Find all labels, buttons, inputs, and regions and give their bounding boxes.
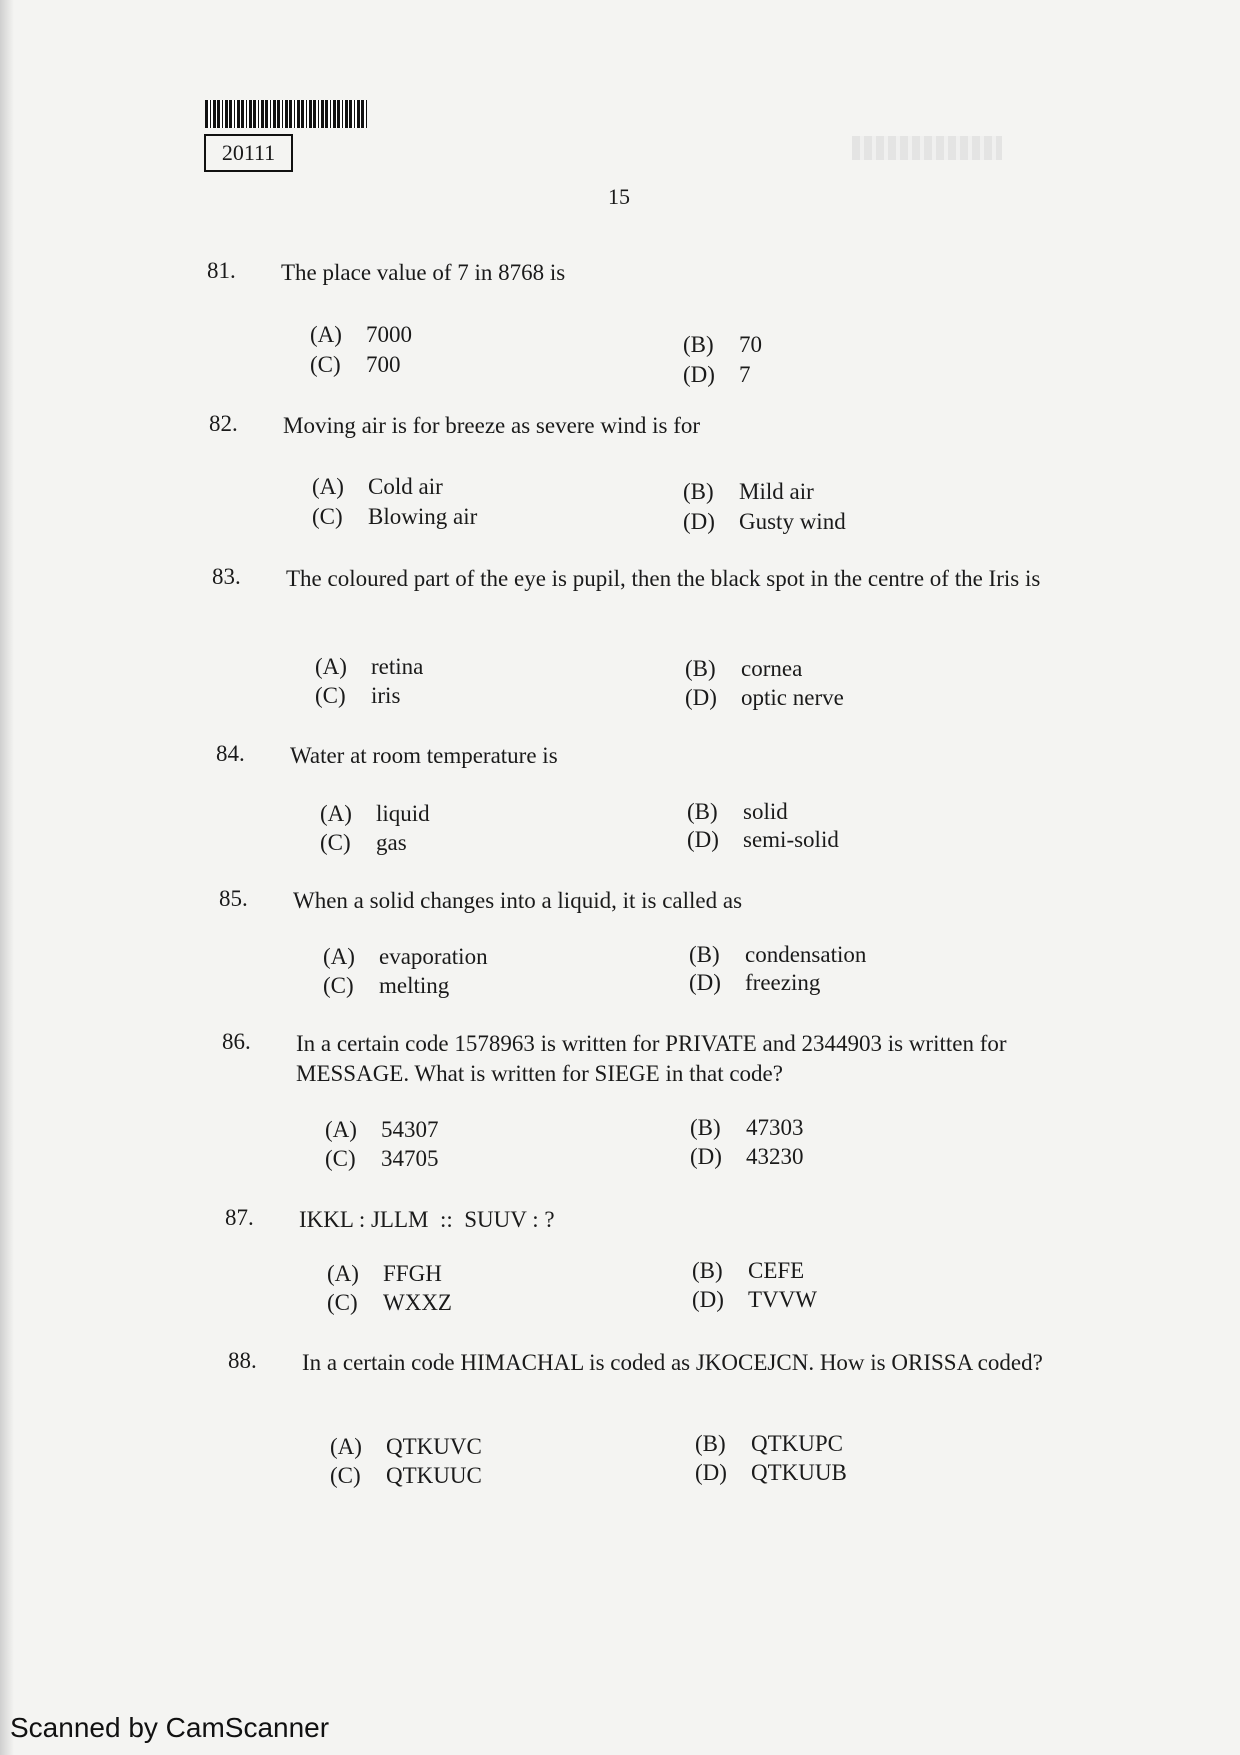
scanner-watermark: Scanned by CamScanner [10, 1712, 330, 1743]
option-c: (C) gas [320, 830, 407, 855]
option-a: (A) evaporation [323, 944, 488, 969]
option-c: (C) 34705 [325, 1146, 439, 1171]
question-number: 84. [216, 741, 245, 766]
question-number: 82. [209, 411, 238, 436]
option-a: (A) QTKUVC [330, 1434, 482, 1459]
option-a: (A) liquid [320, 801, 430, 826]
option-a: (A) FFGH [327, 1261, 442, 1286]
option-b: (B) 70 [683, 332, 762, 357]
question-stem: In a certain code HIMACHAL is coded as JKOCEJCN. How is ORISSA coded? [302, 1350, 1043, 1375]
question-number: 83. [212, 564, 241, 589]
option-d: (D) 43230 [690, 1144, 804, 1169]
option-d: (D) QTKUUB [695, 1460, 847, 1485]
barcode-image [205, 100, 367, 128]
question-number: 86. [222, 1029, 251, 1054]
option-c: (C) iris [315, 683, 401, 708]
question-stem: IKKL : JLLM :: SUUV : ? [299, 1207, 555, 1232]
option-b: (B) QTKUPC [695, 1431, 844, 1456]
option-d: (D) 7 [683, 362, 751, 387]
option-d: (D) optic nerve [685, 685, 844, 710]
option-a: (A) retina [315, 654, 424, 679]
option-a: (A) Cold air [312, 474, 443, 499]
option-b: (B) 47303 [690, 1115, 804, 1140]
option-c: (C) WXXZ [327, 1290, 452, 1315]
question-stem: The coloured part of the eye is pupil, then the black spot in the centre of the Iris is [286, 566, 1041, 591]
option-b: (B) CEFE [692, 1258, 805, 1283]
option-a: (A) 54307 [325, 1117, 439, 1142]
question-stem: Moving air is for breeze as severe wind is for [283, 413, 701, 438]
question-number: 81. [207, 258, 236, 283]
question-stem: Water at room temperature is [290, 743, 558, 768]
option-c: (C) Blowing air [312, 504, 478, 529]
question-stem: In a certain code 1578963 is written for PRIVATE and 2344903 is written for MESSAGE. What is written for SIEGE in that code? [296, 1031, 1007, 1086]
scan-edge-shadow [0, 0, 14, 1755]
option-b: (B) condensation [689, 942, 867, 967]
option-b: (B) cornea [685, 656, 803, 681]
question-stem: The place value of 7 in 8768 is [281, 260, 566, 285]
option-a: (A) 7000 [310, 322, 412, 347]
option-d: (D) semi-solid [687, 827, 839, 852]
option-b: (B) solid [687, 799, 788, 824]
paper-code-box: 20111 [204, 134, 293, 172]
question-number: 88. [228, 1348, 257, 1373]
question-number: 85. [219, 886, 248, 911]
page-number: 15 [608, 184, 630, 209]
option-d: (D) TVVW [692, 1287, 817, 1312]
option-c: (C) melting [323, 973, 450, 998]
question-stem: When a solid changes into a liquid, it is called as [293, 888, 743, 913]
option-d: (D) freezing [689, 970, 821, 995]
option-d: (D) Gusty wind [683, 509, 846, 534]
option-b: (B) Mild air [683, 479, 814, 504]
option-c: (C) QTKUUC [330, 1463, 482, 1488]
faint-stamp-mark [852, 136, 1002, 160]
question-number: 87. [225, 1205, 254, 1230]
option-c: (C) 700 [310, 352, 401, 377]
